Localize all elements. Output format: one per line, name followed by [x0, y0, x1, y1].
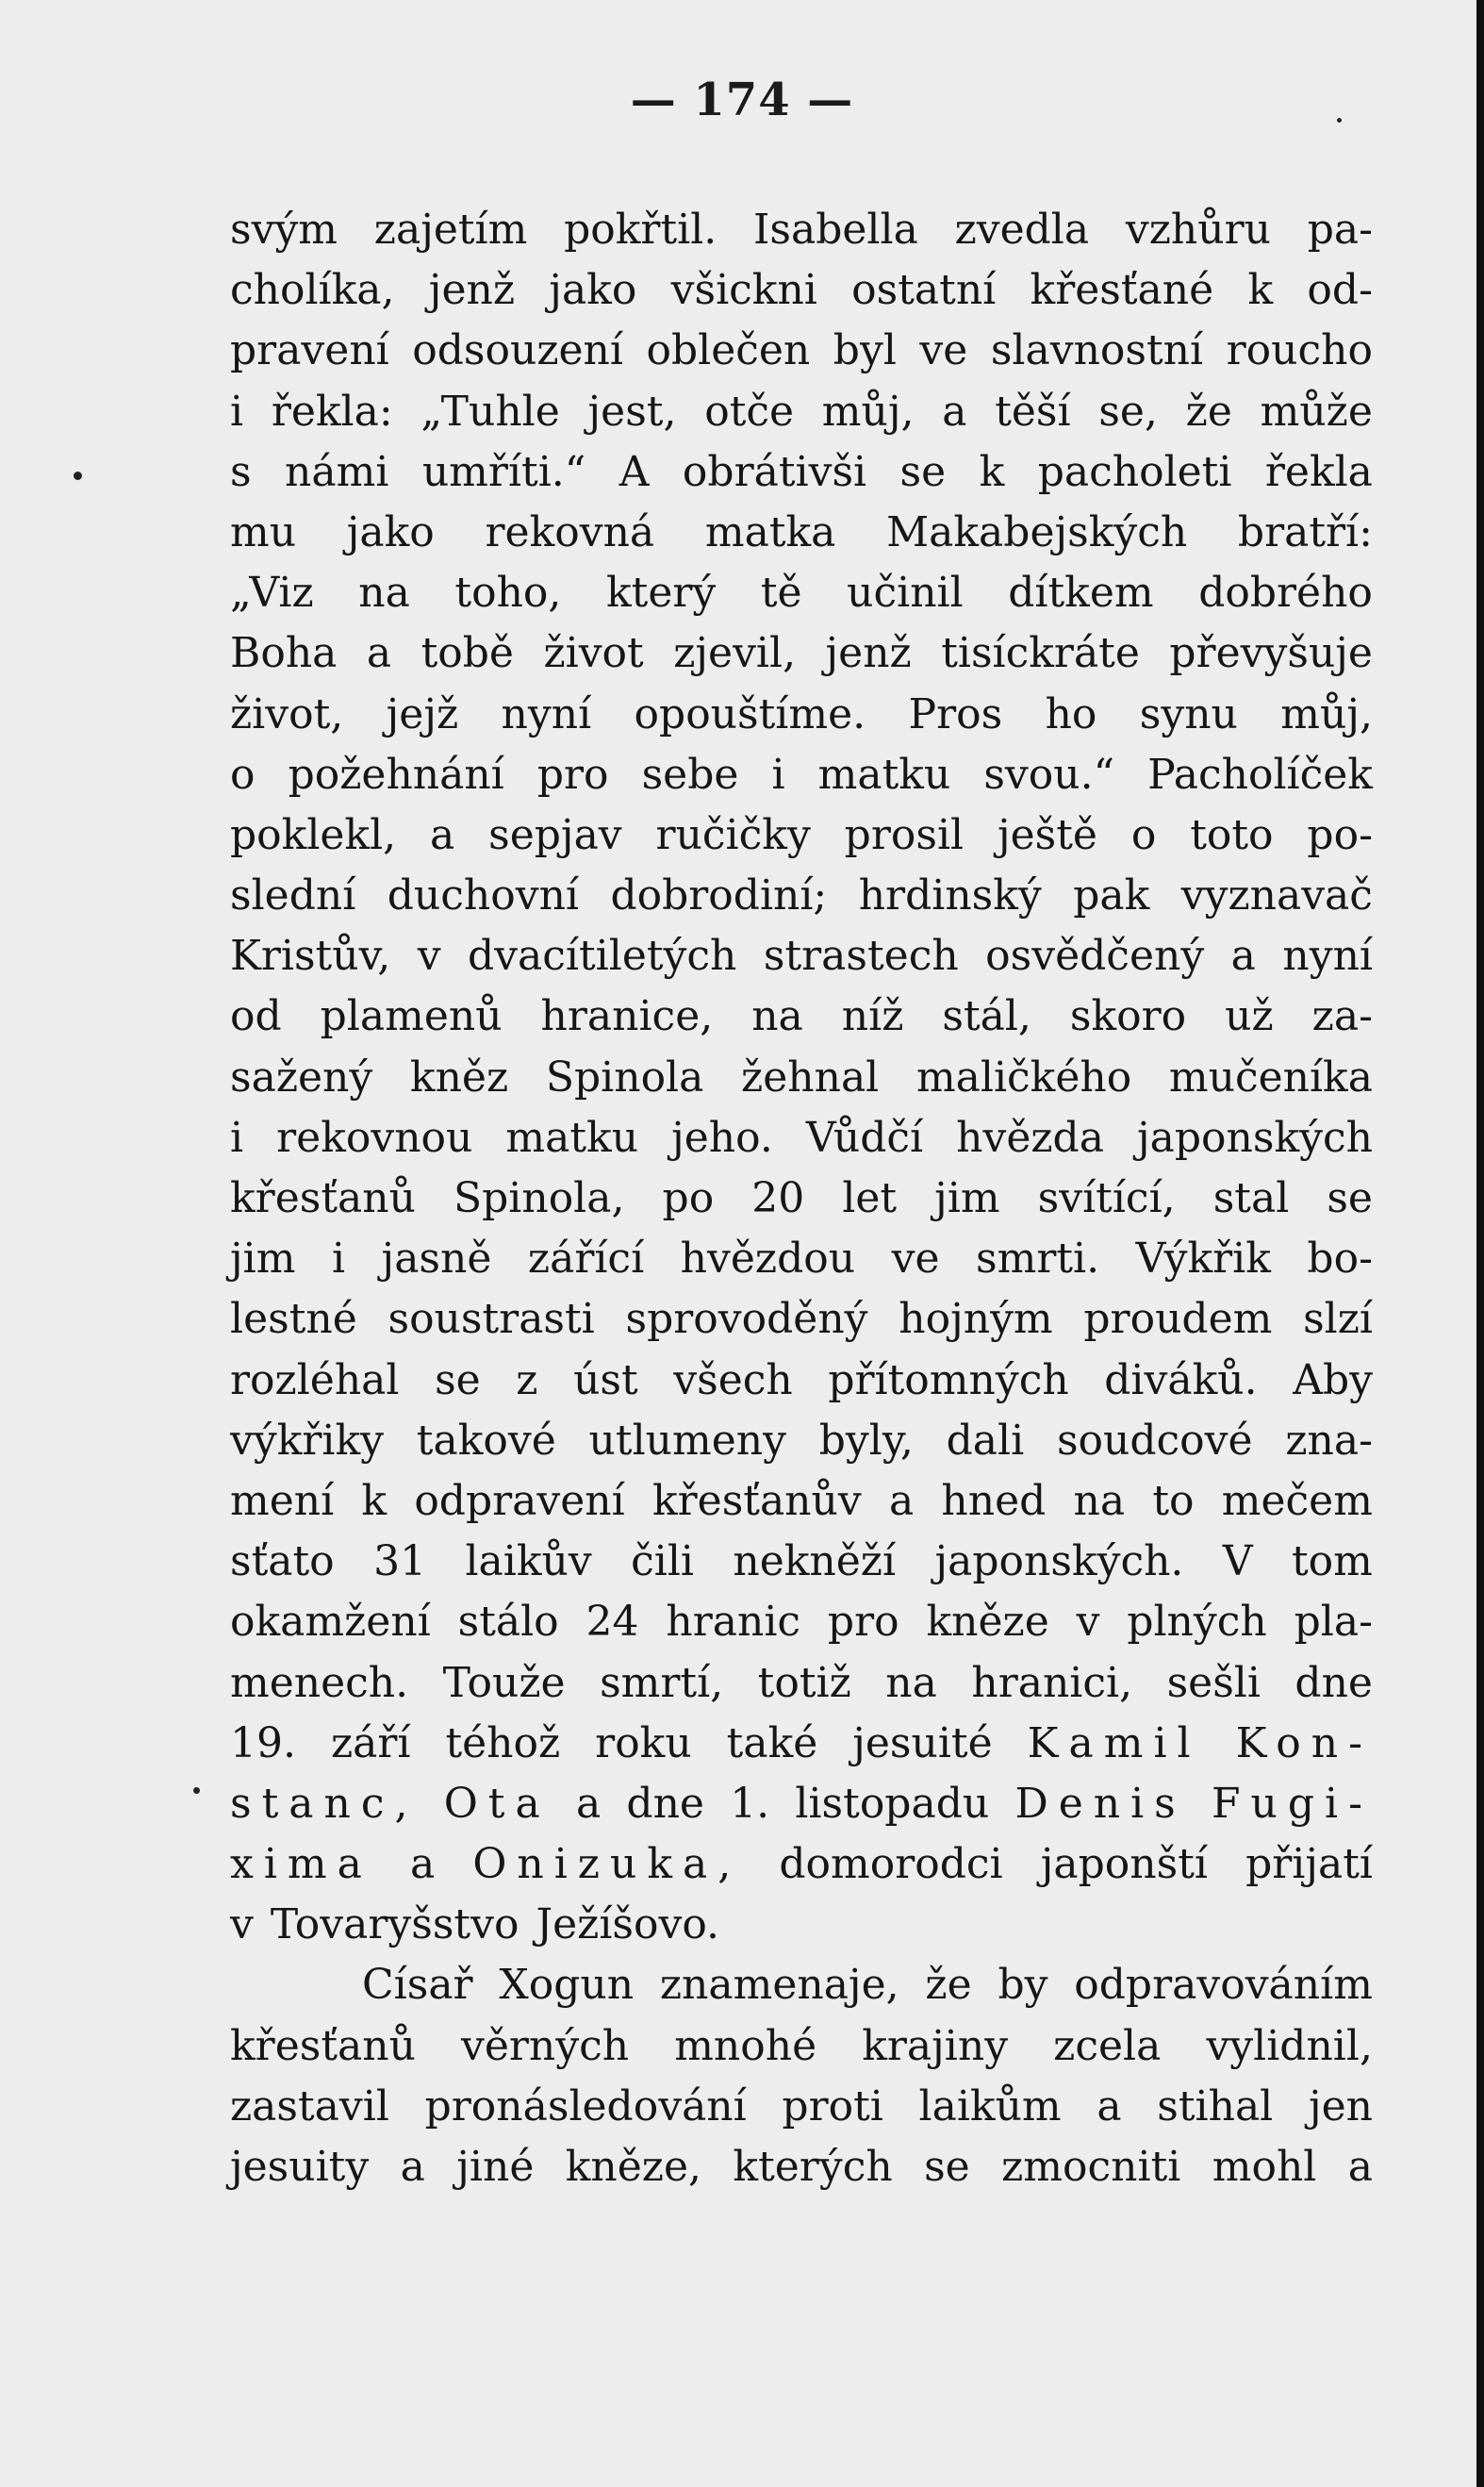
word: Císař	[362, 1961, 473, 2010]
word: Kamil	[1027, 1718, 1201, 1767]
word: svým	[230, 206, 338, 254]
word: jen	[1308, 2081, 1373, 2131]
word: Isabella	[753, 206, 918, 254]
word: i	[230, 387, 244, 436]
word: zastavil	[230, 2081, 389, 2131]
word: mnohé	[674, 2021, 817, 2070]
word: pravení	[230, 326, 389, 375]
word: znamenaje,	[659, 1961, 899, 2010]
word: japonských.	[934, 1537, 1184, 1586]
word: slavnostní	[990, 326, 1204, 375]
word: i	[331, 1235, 346, 1284]
text-line	[230, 2077, 1373, 2137]
word: rekovnou	[276, 1113, 473, 1162]
word: námi	[285, 447, 389, 496]
word: zářící	[527, 1235, 645, 1284]
word: to	[1152, 1476, 1195, 1525]
word: Kon-	[1235, 1718, 1373, 1767]
word: můj,	[821, 387, 915, 436]
word: sťato	[230, 1537, 335, 1586]
word: vzhůru	[1125, 206, 1271, 254]
word: jesuity	[230, 2143, 370, 2191]
word: pokřtil.	[564, 206, 717, 254]
text-line	[230, 866, 1373, 926]
text-line	[230, 1955, 1373, 2015]
text-line	[230, 200, 1373, 260]
word: A	[618, 447, 650, 496]
text-line	[230, 260, 1373, 321]
page-edge-shadow	[1476, 0, 1484, 2487]
word: Xogun	[499, 1961, 635, 2010]
word: v	[417, 932, 441, 981]
word: nyní	[1282, 932, 1373, 981]
word: od-	[1307, 266, 1373, 315]
word: téhož	[445, 1718, 561, 1767]
word: k	[1247, 266, 1274, 315]
word: mečem	[1221, 1476, 1373, 1525]
text-line	[230, 1169, 1373, 1229]
word: k	[979, 447, 1005, 496]
word: křesťanů	[230, 2021, 416, 2070]
word: stálo	[457, 1598, 559, 1647]
word: jesuité	[852, 1718, 993, 1767]
word: ostatní	[851, 266, 997, 315]
print-speck	[1337, 118, 1342, 123]
word: a	[1230, 932, 1256, 981]
word: a	[888, 1476, 915, 1525]
word: se	[924, 2143, 970, 2191]
word: Onizuka,	[472, 1840, 742, 1889]
word: život	[543, 629, 644, 678]
word: dne	[626, 1779, 704, 1828]
word: krajiny	[862, 2021, 1009, 2070]
word: s	[230, 447, 252, 496]
text-line	[230, 563, 1373, 623]
word: listopadu	[795, 1779, 990, 1828]
text-line	[230, 2016, 1373, 2077]
word: za-	[1311, 992, 1373, 1041]
word: 24	[585, 1598, 639, 1647]
word: jasně	[381, 1235, 492, 1284]
word: pronásledování	[424, 2081, 747, 2131]
text-line	[230, 1653, 1373, 1714]
word: ho	[1045, 689, 1097, 738]
word: 19.	[230, 1718, 296, 1767]
word: 31	[373, 1537, 427, 1586]
word: přijatí	[1245, 1840, 1373, 1889]
word: 20	[751, 1174, 805, 1222]
word: z	[516, 1355, 538, 1404]
text-line	[230, 623, 1373, 684]
word: proti	[782, 2081, 883, 2131]
word: xima	[230, 1840, 372, 1889]
word: ve	[919, 326, 968, 375]
word: výkřiky	[230, 1416, 385, 1465]
word: Pacholíček	[1147, 750, 1373, 799]
word: odpravováním	[1074, 1961, 1373, 2010]
word: toho,	[454, 569, 562, 618]
word: převyšuje	[1169, 629, 1373, 678]
word: rozléhal	[230, 1355, 400, 1404]
word: takové	[416, 1416, 556, 1465]
word: Kristův,	[230, 932, 391, 981]
word: i	[771, 750, 785, 799]
word: hvězdou	[680, 1235, 856, 1284]
page-number: — 174 —	[630, 74, 854, 126]
word: stanc,	[230, 1779, 419, 1828]
word: řekla	[1264, 447, 1373, 496]
word: odpravení	[414, 1476, 625, 1525]
word: prosil	[844, 810, 965, 859]
word: že	[1185, 387, 1232, 436]
word: sažený	[230, 1053, 373, 1102]
word: také	[726, 1718, 818, 1767]
word: život,	[230, 689, 344, 738]
word: tobě	[420, 629, 514, 678]
word: křesťanů	[230, 1174, 416, 1222]
word: sepjav	[488, 810, 622, 859]
word: hned	[941, 1476, 1047, 1525]
text-line	[230, 805, 1373, 866]
word: soustrasti	[387, 1295, 595, 1344]
word: ve	[891, 1235, 940, 1284]
word: japonských	[1137, 1113, 1373, 1162]
text-line	[230, 1532, 1373, 1592]
word: dne	[1294, 1658, 1373, 1707]
word: rekovná	[485, 507, 655, 556]
word: učinil	[847, 569, 964, 618]
word: Tovaryšstvo	[270, 1900, 519, 1949]
word: stal	[1212, 1174, 1290, 1222]
word: plných	[1127, 1598, 1267, 1647]
word: Touže	[442, 1658, 566, 1707]
word: duchovní	[387, 871, 579, 920]
word: k	[361, 1476, 387, 1525]
word: pro	[536, 750, 609, 799]
word: a	[409, 1840, 436, 1889]
word: se	[435, 1355, 481, 1404]
word: umříti.“	[421, 447, 586, 496]
word: pa-	[1307, 206, 1373, 254]
word: slzí	[1303, 1295, 1373, 1344]
word: na	[885, 1658, 937, 1707]
word: o	[1130, 810, 1157, 859]
word: lestné	[230, 1295, 357, 1344]
word: jim	[934, 1174, 1000, 1222]
text-line	[230, 503, 1373, 563]
text-line	[230, 1289, 1373, 1350]
word: můj,	[1280, 689, 1373, 738]
word: v	[1076, 1598, 1100, 1647]
word: se	[1327, 1174, 1373, 1222]
word: matku	[817, 750, 951, 799]
word: jeho.	[671, 1113, 773, 1162]
word: kněze,	[565, 2143, 702, 2191]
text-line	[230, 1714, 1373, 1774]
text-line	[230, 987, 1373, 1047]
word: jako	[549, 266, 637, 315]
word: roku	[595, 1718, 692, 1767]
word: jenž	[825, 629, 912, 678]
word: jako	[346, 507, 435, 556]
word: v	[230, 1900, 254, 1949]
text-line	[230, 1834, 1373, 1895]
word: mučeníka	[1168, 1053, 1373, 1102]
word: osvědčený	[985, 932, 1205, 981]
word: okamžení	[230, 1598, 431, 1647]
word: o	[230, 750, 256, 799]
word: křesťanův	[651, 1476, 862, 1525]
word: maličkého	[915, 1053, 1132, 1102]
word: mohl	[1212, 2143, 1317, 2191]
word: tě	[760, 569, 802, 618]
word: pak	[1073, 871, 1150, 920]
word: stihal	[1157, 2081, 1274, 2131]
word: vylidnil,	[1206, 2021, 1373, 2070]
word: utlumeny	[588, 1416, 786, 1465]
word: Spinola	[545, 1053, 704, 1102]
word: kněze	[926, 1598, 1049, 1647]
word: jest,	[587, 387, 677, 436]
word: tisíckráte	[941, 629, 1140, 678]
word: přítomných	[828, 1355, 1069, 1404]
word: kněz	[409, 1053, 509, 1102]
word: Boha	[230, 629, 338, 678]
text-line	[230, 442, 1373, 503]
text-line	[230, 745, 1373, 805]
print-speck	[74, 472, 82, 480]
text-line	[230, 1592, 1373, 1652]
word: mení	[230, 1476, 335, 1525]
text-line	[230, 1774, 1373, 1834]
word: smrtí,	[600, 1658, 724, 1707]
text-line	[230, 1229, 1373, 1289]
word: hranic	[666, 1598, 801, 1647]
word: zcela	[1053, 2021, 1162, 2070]
word: hranice,	[540, 992, 714, 1041]
word: pacholeti	[1037, 447, 1232, 496]
word: že	[925, 1961, 972, 2010]
word: Ota	[443, 1779, 551, 1828]
word: sebe	[641, 750, 739, 799]
word: proudem	[1083, 1295, 1273, 1344]
word: laikův	[465, 1537, 592, 1586]
word: jiné	[456, 2143, 535, 2191]
word: V	[1222, 1537, 1253, 1586]
word: na	[358, 569, 410, 618]
word: křesťané	[1030, 266, 1214, 315]
word: nekněží	[733, 1537, 897, 1586]
word: zna-	[1285, 1416, 1373, 1465]
word: a	[1347, 2143, 1373, 2191]
word: toto	[1190, 810, 1274, 859]
text-line	[230, 1471, 1373, 1532]
word: hranici,	[971, 1658, 1133, 1707]
text-line	[230, 685, 1373, 745]
word: let	[842, 1174, 898, 1222]
word: nyní	[501, 689, 592, 738]
word: sešli	[1166, 1658, 1261, 1707]
word: Fugi-	[1212, 1779, 1373, 1828]
text-line	[230, 1895, 1373, 1955]
word: který	[605, 569, 717, 618]
word: menech.	[230, 1658, 409, 1707]
word: Vůdčí	[805, 1113, 924, 1162]
word: kterých	[733, 2143, 893, 2191]
word: Denis	[1014, 1779, 1186, 1828]
word: věrných	[461, 2021, 630, 2070]
word: žehnal	[741, 1053, 880, 1102]
word: odsouzení	[412, 326, 623, 375]
word: hojným	[899, 1295, 1053, 1344]
word: Ježíšovo.	[536, 1900, 720, 1949]
word: Pros	[908, 689, 1003, 738]
text-line	[230, 1411, 1373, 1471]
word: a	[430, 810, 455, 859]
word: zjevil,	[673, 629, 797, 678]
word: byly,	[818, 1416, 914, 1465]
word: i	[230, 1113, 244, 1162]
word: po-	[1307, 810, 1373, 859]
word: opouštíme.	[634, 689, 866, 738]
word: bratří:	[1237, 507, 1373, 556]
word: laikům	[918, 2081, 1062, 2131]
word: a	[400, 2143, 425, 2191]
word: po	[662, 1174, 715, 1222]
word: svou.“	[983, 750, 1115, 799]
word: hrdinský	[858, 871, 1042, 920]
word: od	[230, 992, 282, 1041]
word: Aby	[1293, 1355, 1373, 1404]
text-line	[230, 321, 1373, 381]
word: sprovoděný	[625, 1295, 868, 1344]
word: pla-	[1294, 1598, 1373, 1647]
word: řekla:	[271, 387, 393, 436]
text-line	[230, 1351, 1373, 1411]
word: japonští	[1040, 1840, 1208, 1889]
word: synu	[1139, 689, 1238, 738]
word: skoro	[1069, 992, 1187, 1041]
word: všickni	[670, 266, 817, 315]
word: úst	[573, 1355, 638, 1404]
word: stál,	[942, 992, 1031, 1041]
word: zmocniti	[1001, 2143, 1181, 2191]
word: cholíka,	[230, 266, 395, 315]
word: a	[942, 387, 967, 436]
word: diváků.	[1104, 1355, 1258, 1404]
word: by	[998, 1961, 1048, 2010]
word: může	[1260, 387, 1373, 436]
word: roucho	[1226, 326, 1373, 375]
word: na	[751, 992, 803, 1041]
word: soudcové	[1056, 1416, 1253, 1465]
word: jim	[230, 1235, 296, 1284]
word: zvedla	[954, 206, 1090, 254]
word: se	[899, 447, 947, 496]
text-line	[230, 1108, 1373, 1169]
word: „Tuhle	[420, 387, 560, 436]
word: ještě	[997, 810, 1097, 859]
word: jenž	[428, 266, 515, 315]
word: bo-	[1307, 1235, 1373, 1284]
word: čili	[631, 1537, 694, 1586]
word: dítkem	[1008, 569, 1154, 618]
word: zajetím	[373, 206, 528, 254]
word: pro	[827, 1598, 899, 1647]
word: plamenů	[320, 992, 503, 1041]
word: totiž	[757, 1658, 851, 1707]
word: dobrodiní;	[610, 871, 828, 920]
word: matku	[505, 1113, 639, 1162]
word: svítící,	[1037, 1174, 1176, 1222]
word: „Viz	[230, 569, 314, 618]
word: požehnání	[288, 750, 504, 799]
word: matka	[704, 507, 836, 556]
word: obrátivši	[682, 447, 867, 496]
word: Výkřik	[1135, 1235, 1271, 1284]
word: mu	[230, 507, 297, 556]
word: Spinola,	[453, 1174, 625, 1222]
word: slední	[230, 871, 356, 920]
word: hvězda	[956, 1113, 1104, 1162]
word: a	[1097, 2081, 1122, 2131]
print-speck	[193, 1787, 200, 1794]
word: ručičky	[655, 810, 811, 859]
text-line	[230, 926, 1373, 987]
word: níž	[841, 992, 904, 1041]
word: smrti.	[976, 1235, 1100, 1284]
word: dvacítiletých	[468, 932, 737, 981]
text-line	[230, 2137, 1373, 2197]
word: 1.	[730, 1779, 770, 1828]
body-text	[230, 200, 1373, 2197]
word: strastech	[763, 932, 959, 981]
word: už	[1225, 992, 1274, 1041]
word: se,	[1098, 387, 1158, 436]
word: dali	[946, 1416, 1025, 1465]
word: jejž	[386, 689, 459, 738]
word: domorodci	[779, 1840, 1003, 1889]
word: otče	[704, 387, 795, 436]
word: poklekl,	[230, 810, 397, 859]
word: vyznavač	[1180, 871, 1373, 920]
word: a	[575, 1779, 602, 1828]
word: oblečen	[646, 326, 811, 375]
word: všech	[673, 1355, 793, 1404]
word: dobrého	[1198, 569, 1373, 618]
word: Makabejských	[886, 507, 1188, 556]
word: a	[366, 629, 392, 678]
word: září	[330, 1718, 411, 1767]
text-line	[230, 382, 1373, 442]
word: těší	[995, 387, 1071, 436]
word: na	[1073, 1476, 1126, 1525]
word: byl	[833, 326, 897, 375]
text-line	[230, 1048, 1373, 1108]
word: tom	[1292, 1537, 1373, 1586]
